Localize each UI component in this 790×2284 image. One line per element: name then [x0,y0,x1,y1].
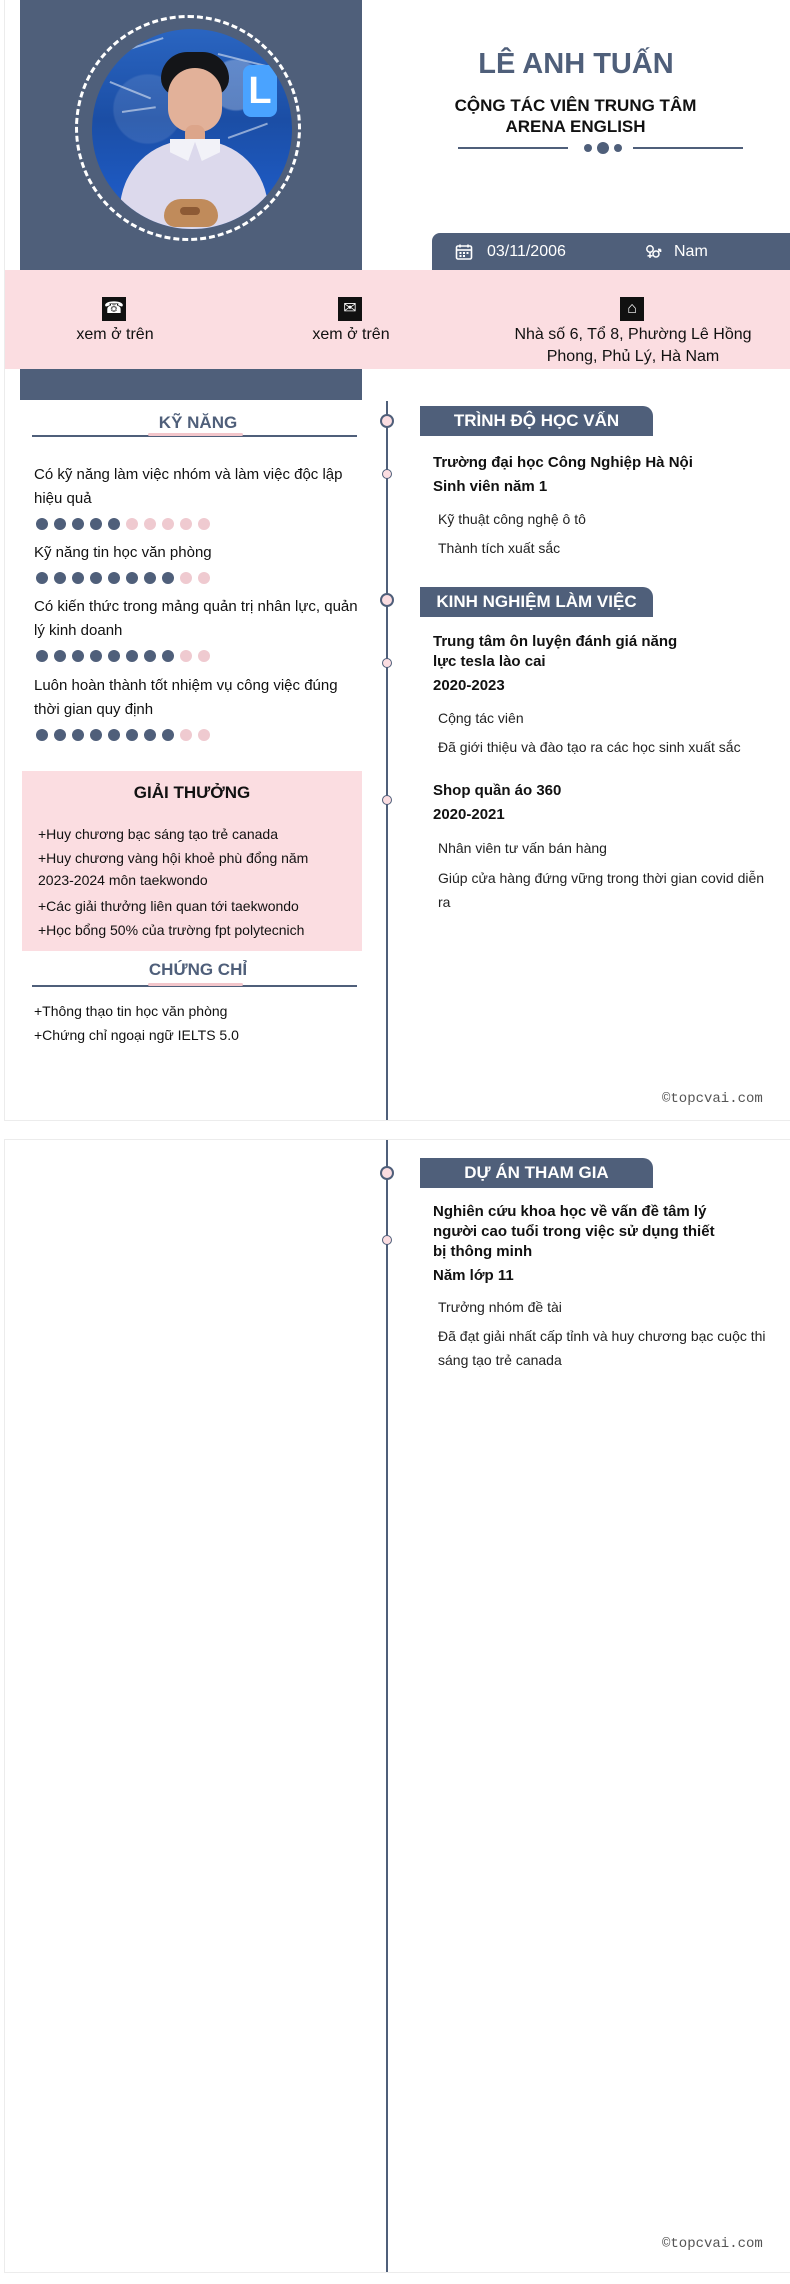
skill-rating-dot [36,518,48,530]
skill-rating-dot [108,518,120,530]
skill-rating-dot [144,729,156,741]
skill-rating [36,650,216,662]
gender-value: Nam [674,243,708,260]
skill-rating-dot [180,729,192,741]
timeline-line [386,1140,388,2272]
certificates-title: CHỨNG CHỈ [148,960,248,979]
header-ornament [458,140,744,156]
skill-rating [36,518,216,530]
education-school: Trường đại học Công Nghiệp Hà Nội [433,454,693,471]
skill-rating-dot [144,518,156,530]
skill-rating-dot [144,572,156,584]
cv-page-1 [5,0,790,1120]
skill-rating-dot [162,572,174,584]
experience-position: Nhân viên tư vấn bán hàng [438,840,607,856]
skill-rating-dot [198,729,210,741]
experience-description: Đã giới thiệu và đào tạo ra các học sinh xuất sắc [438,739,741,755]
project-time: Năm lớp 11 [433,1267,514,1284]
skill-rating-dot [54,650,66,662]
timeline-node-experience-item-2 [382,795,392,805]
skill-rating-dot [36,572,48,584]
experience-period: 2020-2021 [433,806,505,823]
skill-rating-dot [90,650,102,662]
education-title: TRÌNH ĐỘ HỌC VẤN [420,406,653,436]
timeline-node-education [380,414,394,428]
experience-period: 2020-2023 [433,677,505,694]
address-value: Nhà số 6, Tổ 8, Phường Lê Hồng Phong, Phủ Lý, Hà Nam [514,326,752,365]
awards-box [22,771,362,951]
experience-position: Cộng tác viên [438,710,524,726]
skill-rating-dot [126,572,138,584]
skill-rating-dot [54,572,66,584]
education-achievement: Thành tích xuất sắc [438,540,561,556]
experience-company: Trung tâm ôn luyện đánh giá năng lực tesla lào cai [433,633,678,670]
timeline-node-project-item [382,1235,392,1245]
skill-rating-dot [162,518,174,530]
skill-rating-dot [36,729,48,741]
skill-rating-dot [90,572,102,584]
award-item: +Huy chương bạc sáng tạo trẻ canada [38,826,278,842]
cv-page-2 [5,1140,790,2272]
mail-icon: ✉ [338,297,362,321]
experience-company: Shop quần áo 360 [433,782,562,799]
education-status: Sinh viên năm 1 [433,478,548,495]
candidate-role: CỘNG TÁC VIÊN TRUNG TÂM ARENA ENGLISH [454,96,697,136]
skill-rating-dot [180,518,192,530]
skill-rating-dot [54,518,66,530]
project-name: Nghiên cứu khoa học về vấn đề tâm lý người cao tuổi trong việc sử dụng thiết bị thông minh [433,1203,715,1260]
skill-rating-dot [144,650,156,662]
avatar-face [168,68,222,132]
skill-rating-dot [198,518,210,530]
avatar [92,29,292,229]
experience-description: Giúp cửa hàng đứng vững trong thời gian covid diễn ra [438,870,765,910]
timeline-node-experience [380,593,394,607]
education-major: Kỹ thuật công nghệ ô tô [438,511,586,527]
skill-rating-dot [72,650,84,662]
personal-info-tab [432,233,790,271]
skill-rating [36,572,216,584]
home-icon: ⌂ [620,297,644,321]
skill-rating-dot [198,572,210,584]
watermark: ©topcvai.com [662,1091,763,1107]
skill-rating-dot [90,518,102,530]
timeline-line [386,401,388,1120]
projects-title: DỰ ÁN THAM GIA [420,1158,653,1188]
skill-rating-dot [126,729,138,741]
skill-rating-dot [126,518,138,530]
skill-item: Có kiến thức trong mảng quản trị nhân lực, quản lý kinh doanh [34,598,358,639]
phone-icon: ☎ [102,297,126,321]
project-role: Trưởng nhóm đề tài [438,1299,562,1315]
skills-title: KỸ NĂNG [158,413,238,432]
dog-illustration [164,199,218,227]
skill-rating-dot [162,650,174,662]
skill-item: Kỹ năng tin học văn phòng [34,544,212,561]
skill-rating-dot [54,729,66,741]
project-result: Đã đạt giải nhất cấp tỉnh và huy chương bạc cuộc thi sáng tạo trẻ canada [438,1328,766,1368]
skill-item: Luôn hoàn thành tốt nhiệm vụ công việc đúng thời gian quy định [34,677,338,718]
awards-title: GIẢI THƯỞNG [133,783,251,802]
skills-rule-accent [148,433,243,436]
award-item: +Huy chương vàng hội khoẻ phù đổng năm 2023-2024 môn taekwondo [38,850,309,888]
certificate-item: +Chứng chỉ ngoại ngữ IELTS 5.0 [34,1027,239,1043]
skill-rating-dot [108,729,120,741]
skill-rating-dot [90,729,102,741]
email-value: xem ở trên [312,326,390,343]
experience-title: KINH NGHIỆM LÀM VIỆC [420,587,653,617]
skill-rating-dot [162,729,174,741]
award-item: +Học bổng 50% của trường fpt polytecnich [38,922,305,938]
timeline-node-education-item [382,469,392,479]
license-sign: L [243,65,277,117]
skill-rating-dot [72,518,84,530]
timeline-node-experience-item-1 [382,658,392,668]
skill-rating-dot [180,572,192,584]
candidate-name: LÊ ANH TUẤN [478,48,674,80]
skill-rating [36,729,216,741]
birth-date: 03/11/2006 [487,243,566,260]
award-item: +Các giải thưởng liên quan tới taekwondo [38,898,299,914]
skill-rating-dot [108,572,120,584]
skill-rating-dot [198,650,210,662]
skill-rating-dot [36,650,48,662]
skill-rating-dot [126,650,138,662]
skill-rating-dot [72,729,84,741]
skill-item: Có kỹ năng làm việc nhóm và làm việc độc lập hiệu quả [34,466,343,507]
watermark: ©topcvai.com [662,2236,763,2252]
contact-band [5,270,790,369]
skill-rating-dot [108,650,120,662]
certificate-item: +Thông thạo tin học văn phòng [34,1003,228,1019]
timeline-node-projects [380,1166,394,1180]
certificates-rule-accent [148,983,243,986]
skill-rating-dot [72,572,84,584]
gender-icon [644,243,662,261]
skill-rating-dot [180,650,192,662]
phone-value: xem ở trên [76,326,154,343]
calendar-icon [455,243,473,261]
